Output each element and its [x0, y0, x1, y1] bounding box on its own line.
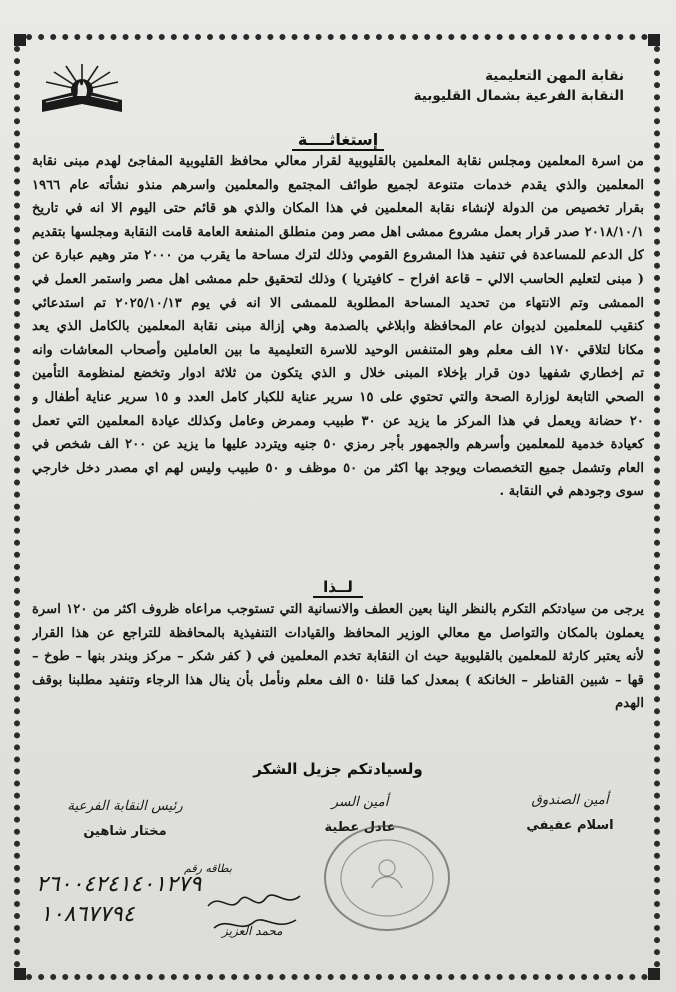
- signature-name: عادل عطية: [324, 820, 396, 835]
- body-line: يرجى من سيادتكم التكرم بالنظر الينا بعين العطف والانسانية التي تستوجب مراعاه ظروف اكثر من ١٢٠ اسرة: [32, 602, 644, 617]
- body-line: العام وتشمل جميع التخصصات ويوجد بها اكثر من ٥٠ موظف و ٥٠ طبيب وليس لهم اي مصدر دخل خارجي: [32, 460, 644, 476]
- org-name-line1: نقابة المهن التعليمية: [485, 68, 624, 84]
- body-line: الصحي التابعة لوزارة الصحة والتي تحتوي على ١٥ سرير عناية للكبار كامل العدد و ١٥ سرير عناية أطفال و: [32, 389, 644, 405]
- signature-role: رئيس النقابة الفرعية: [67, 798, 183, 814]
- body-line: بقرار تخصيص من الدولة لإنشاء نقابة المعلمين في هذا المكان والذي هو قائم حتى اليوم الا انه في تاريخ: [32, 201, 644, 217]
- id-label-handwritten: بطاقه رقم: [184, 862, 232, 875]
- body-line: كنقيب للمعلمين لديوان عام المحافظة وابلاغي بالصدمة وهي إزالة مبنى نقابة المعلمين بالكامل الذي يعد: [32, 319, 644, 335]
- body-line: ٢٠١٨/١٠/١ صدر قرار بعمل مشروع ممشى اهل مصر ومن منطلق المنفعة العامة قامت النقابة ومجلسها بتقديم: [32, 224, 644, 240]
- org-name-line2: النقابة الفرعية بشمال القليوبية: [413, 88, 624, 104]
- body-line: كعيادة خدمية للمعلمين وأسرهم والجمهور بأجر رمزي ٥٠ جنيه ويتردد عليها ما يزيد عن ٢٠٠ الف شخص في: [32, 437, 644, 453]
- body-line: سوى وجودهم في النقابة .: [499, 484, 644, 500]
- signature-role: أمين السر: [331, 794, 389, 810]
- body-line: مكانا لتلاقي ١٧٠ الف معلم وهو المتنفس الوحيد للاسرة التعليمية ما بين العاملين وأصحاب المعاشات وانه: [32, 342, 644, 358]
- request-body: [32, 598, 644, 716]
- body-line: يعملون بالمكان والتواصل مع معالي الوزير المحافظ والقيادات التنفيذية بالمحافظة للتراجع عن هذا القرار: [32, 625, 644, 641]
- body-line: لأنه يعتبر كارثة للمعلمين بالقليوبية حيث ان النقابة تخدم المعلمين في ( كفر شكر – مركز وبندر بنها – طوخ –: [32, 649, 644, 665]
- body-line: ٢٠ حضانة ويعمل في هذا المركز ما يزيد عن ٣٠ طبيب وممرض وعامل وكذلك عيادة المعلمين التي تعمل: [32, 413, 644, 429]
- border-corner: [14, 968, 26, 980]
- section-heading: [0, 578, 676, 596]
- border-corner: [648, 34, 660, 46]
- signature-role: أمين الصندوق: [531, 792, 609, 808]
- phone-number-handwritten: ١٠٨٦٧٧٩٤: [40, 902, 135, 927]
- signature-name: مختار شاهين: [83, 824, 167, 839]
- signature-name: اسلام عفيفي: [526, 818, 614, 833]
- document-title-text: إستغاثــــة: [292, 130, 384, 151]
- border-corner: [14, 34, 26, 46]
- body-line: كل الدعم للمساعدة في تنفيد هذا المشروع القومي وذلك لترك مساحة ما يقرب من ٢٠٠٠ متر وهيم عبارة عن: [32, 248, 644, 264]
- body-line: الممشى وتم الانتهاء من تحديد المساحة المطلوبة للممشى الا انه في يوم ٢٠٢٥/١٠/١٣ تم استدعائي: [32, 295, 644, 311]
- signature-president: [50, 798, 200, 839]
- section-heading-text: لــذا: [313, 578, 363, 598]
- body-line: قها – شبين القناطر – الخانكة ) بمعدل كما قلنا ٥٠ الف معلم ونأمل بأن ينال هذا الرجاء وتنفيد مطلبنا بوقف: [32, 672, 644, 688]
- organization-header: [324, 66, 624, 106]
- body-line: من اسرة المعلمين ومجلس نقابة المعلمين بالقليوبية لقرار معالي محافظ القليوبية المفاجئ لهدم مبنى نقابة: [32, 154, 644, 169]
- main-body: [32, 150, 644, 504]
- body-line: تم إخطاري شفهيا دون قرار بإخلاء المبنى خلال و الذي يتكون من ثلاثة ادوار وتخضع لمنظومة التأمين: [32, 366, 644, 382]
- signature-treasurer: [500, 792, 640, 833]
- body-line: المعلمين والذي يقدم خدمات متنوعة لجميع طوائف المجتمع والمعلمين واسرهم منذو نشأته عام ١٩٦٦: [32, 177, 644, 193]
- handwritten-name: محمد العزيز: [222, 924, 283, 938]
- id-number-handwritten: ٢٦٠٠٤٢٤١٤٠١٢٧٩: [36, 872, 202, 897]
- official-stamp-icon: [314, 818, 460, 938]
- body-line: الهدم: [615, 696, 644, 712]
- document-title: [0, 130, 676, 149]
- body-line: ( مبنى لتعليم الحاسب الالي – قاعة افراح – كافيتريا ) وذلك لتحقيق حلم ممشى اهل مصر واستمر العمل في: [32, 271, 644, 287]
- border-corner: [648, 968, 660, 980]
- union-emblem-icon: [36, 60, 128, 118]
- closing-line: ولسيادتكم جزيل الشكر: [253, 760, 423, 778]
